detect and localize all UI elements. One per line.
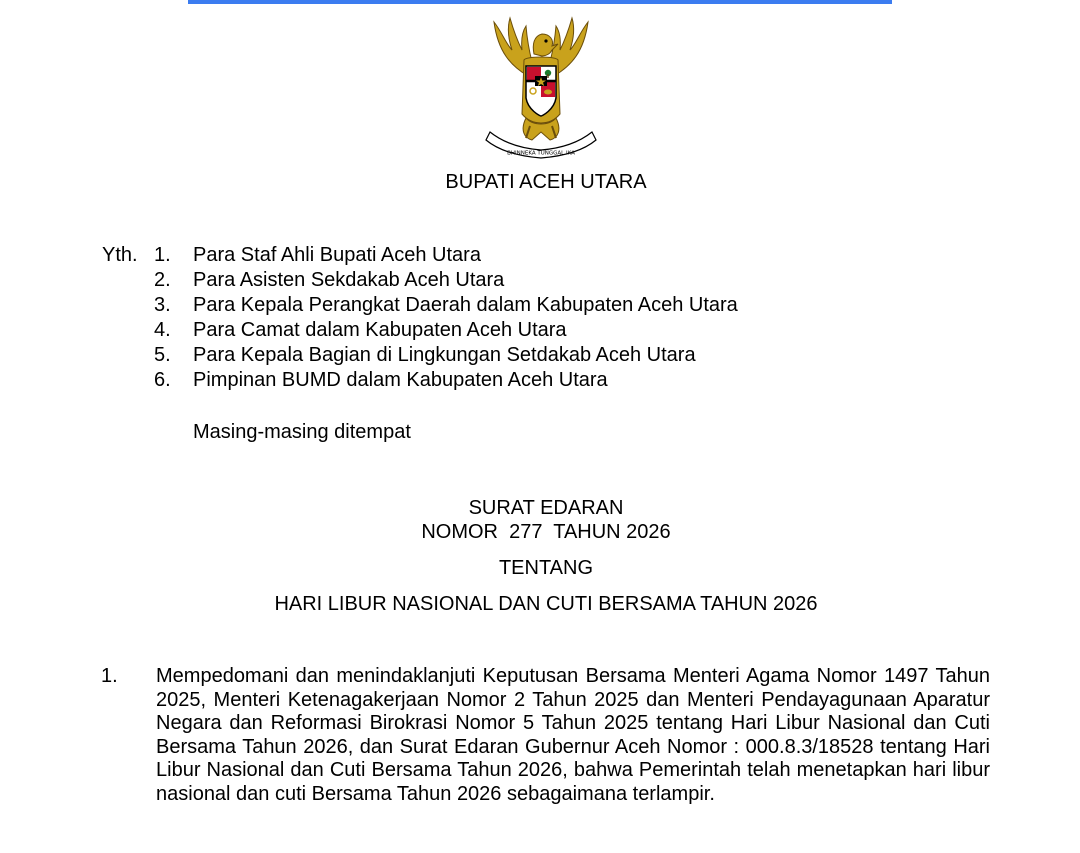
letterhead-title: BUPATI ACEH UTARA	[445, 171, 647, 193]
svg-text:BHINNEKA TUNGGAL IKA: BHINNEKA TUNGGAL IKA	[507, 150, 575, 157]
paragraph-number: 1.	[101, 665, 118, 687]
top-accent-bar	[188, 0, 892, 4]
circular-subject: HARI LIBUR NASIONAL DAN CUTI BERSAMA TAHUN 2026	[274, 593, 818, 615]
addressee-item: 6. Pimpinan BUMD dalam Kabupaten Aceh Utara	[154, 369, 608, 391]
addressee-item: 3. Para Kepala Perangkat Daerah dalam Kabupaten Aceh Utara	[154, 294, 738, 316]
addressee-item: 4. Para Camat dalam Kabupaten Aceh Utara	[154, 319, 567, 341]
circular-about-label: TENTANG	[498, 557, 594, 579]
circular-title: SURAT EDARAN	[468, 497, 624, 519]
addressee-list	[154, 243, 738, 393]
addressee-item: 2. Para Asisten Sekdakab Aceh Utara	[154, 269, 505, 291]
garuda-emblem-icon	[476, 14, 606, 162]
addressee-item: 5. Para Kepala Bagian di Lingkungan Setdakab Aceh Utara	[154, 344, 696, 366]
addressee-item: 1. Para Staf Ahli Bupati Aceh Utara	[154, 244, 481, 266]
addressee-closing: Masing-masing ditempat	[193, 421, 411, 443]
addressee-label: Yth.	[102, 244, 138, 266]
paragraph-text: Mempedomani dan menindaklanjuti Keputusan Bersama Menteri Agama Nomor 1497 Tahun 2025, Menteri Ketenagakerjaan Nomor 2 Tahun 2025 dan Menteri Pendayagunaan Aparatur Negara dan Reformasi Birokrasi Nomor 5 Tahun 2025 tentang Hari Libur Nasional dan Cuti Bersama Tahun 2026, dan Surat Edaran Gubernur Aceh Nomor : 000.8.3/18528 tentang Hari Libur Nasional dan Cuti Bersama Tahun 2026, bahwa Pemerintah telah menetapkan hari libur nasional dan cuti Bersama Tahun 2026 sebagaimana terlampir.	[156, 665, 990, 805]
circular-number: NOMOR 277 TAHUN 2026	[421, 521, 671, 543]
